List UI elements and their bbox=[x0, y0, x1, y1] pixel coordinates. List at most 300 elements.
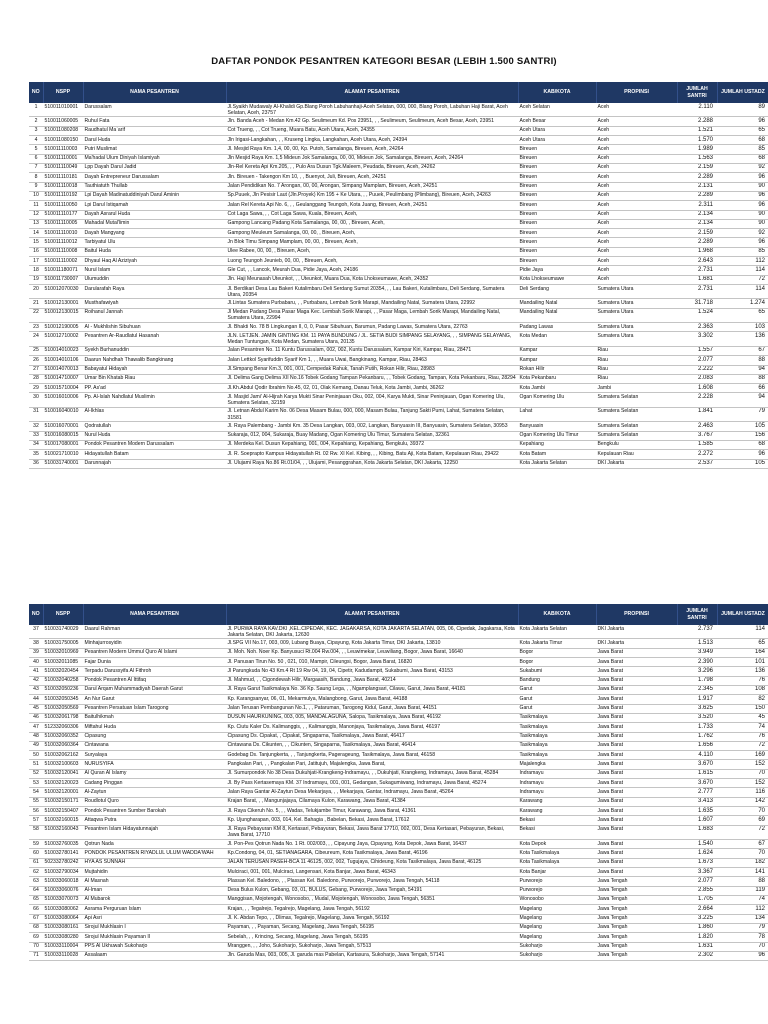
row-jumlah-ustadz: 136 bbox=[717, 332, 768, 346]
table-row bbox=[29, 685, 768, 694]
row-jumlah-santri: 3.225 bbox=[677, 914, 717, 923]
table-row bbox=[29, 422, 768, 431]
row-prov: Aceh bbox=[596, 238, 677, 247]
row-nspp: 510033080064 bbox=[43, 914, 83, 923]
row-nama: Fajar Dunia bbox=[83, 658, 226, 667]
row-alamat: Jl. K. Abdan Tepo, , , Dlimas, Tegalrejo, Magelang, Jawa Tengah, 56192 bbox=[226, 914, 518, 923]
row-alamat: Jln Irigasi-Langkahan, , , Kruseng Lingka, Langkahan, Aceh Utara, Aceh, 24394 bbox=[226, 136, 518, 145]
row-alamat: JLN. LETJEN. JAMIN GINTING KM. 11 PAYA BUNDUNG / JL. SETIA BUDI SIMPANG SELAYANG, , , SIMPANG SELAYANG, Medan Tuntungan, Kota Medan, Sumatera Utara, 20135 bbox=[226, 332, 518, 346]
header-nspp: NSPP bbox=[43, 82, 83, 103]
row-prov: Aceh bbox=[596, 126, 677, 135]
row-nspp: 510011080208 bbox=[43, 126, 83, 135]
table-row bbox=[29, 275, 768, 284]
table-row bbox=[29, 951, 768, 960]
row-nspp: 510033080062 bbox=[43, 905, 83, 914]
row-alamat: Jln. Banda Aceh - Medan Km.42 Gp. Seulimeum Kd. Pos 23951, , , Seulimeum, Seulimeum, Aceh Besar, Aceh, 23951 bbox=[226, 117, 518, 126]
row-alamat: Cipasung Ds. Cipakat, , Cipakat, Singaparna, Tasikmalaya, Jawa Barat, 46417 bbox=[226, 732, 518, 741]
row-kab: Tasikmalaya bbox=[518, 723, 596, 732]
row-nspp: 510015710004 bbox=[43, 384, 83, 393]
row-alamat: Sukaraja, 012, 004, Sukaraja, Buay Madang, Ogan Komering Ulu Timur, Sumatera Selatan, 32361 bbox=[226, 431, 518, 440]
row-prov: Jawa Barat bbox=[596, 732, 677, 741]
table-row bbox=[29, 285, 768, 299]
row-kab: Bogor bbox=[518, 658, 596, 667]
row-jumlah-ustadz: 68 bbox=[717, 136, 768, 145]
row-no: 21 bbox=[29, 299, 43, 308]
row-prov: Sumatera Selatan bbox=[596, 422, 677, 431]
row-kab: Bireuen bbox=[518, 238, 596, 247]
row-nama: Lpp Dayah Darul Jadid bbox=[83, 163, 226, 172]
row-prov: Aceh bbox=[596, 257, 677, 266]
row-kab: Deli Serdang bbox=[518, 285, 596, 299]
row-alamat: Pangkalan Pari, , , Pangkalan Pari, Jatitujuh, Majalengka, Jawa Barat, bbox=[226, 760, 518, 769]
row-alamat: Jalan Raya Gantar Al-Zaytun Desa Mekarjaya, , , Mekarjaya, Gantar, Indramayu, Jawa Barat, 45264 bbox=[226, 788, 518, 797]
row-no: 23 bbox=[29, 323, 43, 332]
row-jumlah-ustadz: 101 bbox=[717, 658, 768, 667]
row-prov: Jawa Barat bbox=[596, 713, 677, 722]
row-alamat: Jl Medan Padang Desa Pasar Maga Kec. Lembah Sorik Marapi, , , Pasar Maga, Lembah Sorik Marapi, Mandailing Natal, Sumatera Utara, 22994 bbox=[226, 308, 518, 322]
row-kab: Karawang bbox=[518, 807, 596, 816]
row-nama: Sirojul Mukhlasin I bbox=[83, 923, 226, 932]
row-no: 7 bbox=[29, 163, 43, 172]
row-kab: Aceh Utara bbox=[518, 136, 596, 145]
row-nama: Al-Ikhlas bbox=[83, 407, 226, 421]
row-nspp: 510012710002 bbox=[43, 332, 83, 346]
row-nama: Dhyaul Haq Al Aziziyah bbox=[83, 257, 226, 266]
row-prov: Sumatera Utara bbox=[596, 332, 677, 346]
row-prov: Jawa Barat bbox=[596, 667, 677, 676]
row-jumlah-ustadz: 70 bbox=[717, 807, 768, 816]
row-no: 1 bbox=[29, 103, 43, 117]
row-alamat: Jl. Raya Garut Tasikmalaya No. 36 Kp. Saung Lega, , , Ngamplangsari, Cilawu, Garut, Jawa Barat, 44181 bbox=[226, 685, 518, 694]
row-prov: Jawa Barat bbox=[596, 723, 677, 732]
row-jumlah-ustadz: 70 bbox=[717, 769, 768, 778]
row-prov: Jawa Barat bbox=[596, 685, 677, 694]
table-row bbox=[29, 308, 768, 322]
row-no: 22 bbox=[29, 308, 43, 322]
row-jumlah-ustadz: 96 bbox=[717, 201, 768, 210]
row-jumlah-santri: 3.625 bbox=[677, 704, 717, 713]
row-nama: Al Mubarok bbox=[83, 895, 226, 904]
row-jumlah-santri: 2.131 bbox=[677, 182, 717, 191]
row-jumlah-ustadz: 85 bbox=[717, 247, 768, 256]
row-jumlah-ustadz: 68 bbox=[717, 440, 768, 449]
table-row bbox=[29, 648, 768, 657]
table-row bbox=[29, 695, 768, 704]
row-jumlah-ustadz: 134 bbox=[717, 914, 768, 923]
row-alamat: JALAN TERUSAN PASEH-BCA 11 46125, 002, 002, Tugujaya, Cihideung, Kota Tasikmalaya, Jawa Barat, 46125 bbox=[226, 858, 518, 867]
row-nama: Pesantren Modern Ummul Quro Al Islami bbox=[83, 648, 226, 657]
row-alamat: Jl. Raya Pebayuran KM 8, Kertasari, Pebayuran, Bekasi, Jawa Barat 17710, 002, 001, Desa Kertasari, Pebayuran, Bekasi, Jawa Barat, 17710 bbox=[226, 825, 518, 839]
row-no: 41 bbox=[29, 667, 43, 676]
row-jumlah-santri: 1.917 bbox=[677, 695, 717, 704]
row-nama: Tauthiatuth Thullab bbox=[83, 182, 226, 191]
table-header-row bbox=[29, 604, 768, 625]
row-alamat: Jln Mesjid Raya Km. 1,5 Mideun Jok Samalanga, 00, 00, Mideun Jok, Samalanga, Bireuen, Aceh, 24264 bbox=[226, 154, 518, 163]
table-row bbox=[29, 886, 768, 895]
row-no: 63 bbox=[29, 877, 43, 886]
row-no: 43 bbox=[29, 685, 43, 694]
row-jumlah-ustadz: 72 bbox=[717, 275, 768, 284]
row-jumlah-ustadz: 119 bbox=[717, 886, 768, 895]
row-jumlah-ustadz: 69 bbox=[717, 816, 768, 825]
row-alamat: Jln. Bireuen - Takengon Km 10, , , Buenyot, Juli, Bireuen, Aceh, 24251 bbox=[226, 173, 518, 182]
row-prov: Jawa Barat bbox=[596, 840, 677, 849]
row-kab: Bogor bbox=[518, 648, 596, 657]
row-alamat: Gampong Lancang Padang Kota Samalanga, 00, 00, , Bireuen, Aceh, bbox=[226, 219, 518, 228]
row-prov: Aceh bbox=[596, 210, 677, 219]
row-kab: Kota Jambi bbox=[518, 384, 596, 393]
row-alamat: Krajan Barat, , , Mangunjajaya, Cilamaya Kulon, Karawang, Jawa Barat, 41384 bbox=[226, 797, 518, 806]
table-row bbox=[29, 247, 768, 256]
row-kab: Bireuen bbox=[518, 201, 596, 210]
row-nama: Syekh Burhanuddin bbox=[83, 346, 226, 355]
row-kab: Bandung bbox=[518, 676, 596, 685]
row-no: 50 bbox=[29, 751, 43, 760]
row-no: 3 bbox=[29, 126, 43, 135]
row-kab: Bireuen bbox=[518, 210, 596, 219]
row-kab: Tasikmalaya bbox=[518, 741, 596, 750]
row-prov: Sumatera Utara bbox=[596, 323, 677, 332]
row-nspp: 510032160015 bbox=[43, 816, 83, 825]
row-jumlah-ustadz: 96 bbox=[717, 117, 768, 126]
row-prov: Jawa Barat bbox=[596, 807, 677, 816]
row-nspp: 510012190005 bbox=[43, 323, 83, 332]
row-prov: Jawa Tengah bbox=[596, 877, 677, 886]
row-no: 13 bbox=[29, 219, 43, 228]
row-nspp: 510032780141 bbox=[43, 849, 83, 858]
row-jumlah-ustadz: 169 bbox=[717, 751, 768, 760]
row-jumlah-ustadz: 114 bbox=[717, 625, 768, 639]
row-kab: Kepahiang bbox=[518, 440, 596, 449]
row-kab: Ogan Komering Ulu bbox=[518, 393, 596, 407]
row-jumlah-ustadz: 1.274 bbox=[717, 299, 768, 308]
row-nama: Ulumuddin bbox=[83, 275, 226, 284]
row-nama: Roudlotul Quro bbox=[83, 797, 226, 806]
row-jumlah-santri: 1.513 bbox=[677, 639, 717, 648]
row-jumlah-ustadz: 88 bbox=[717, 877, 768, 886]
row-alamat: Krajan, , , Tegalrejo, Tegalrejo, Magelang, Jawa Tengah, 56192 bbox=[226, 905, 518, 914]
row-prov: Sumatera Selatan bbox=[596, 393, 677, 407]
row-jumlah-santri: 2.159 bbox=[677, 229, 717, 238]
header-jumlah-santri: JUMLAH SANTRI bbox=[677, 604, 717, 625]
row-alamat: Godebag Ds. Tanjungkerta, , , Tanjungkerta, Pagerageung, Tasikmalaya, Jawa Barat, 46158 bbox=[226, 751, 518, 760]
row-prov: Sumatera Selatan bbox=[596, 431, 677, 440]
table-row bbox=[29, 191, 768, 200]
row-prov: Riau bbox=[596, 356, 677, 365]
row-no: 51 bbox=[29, 760, 43, 769]
row-jumlah-ustadz: 79 bbox=[717, 923, 768, 932]
row-kab: Sukoharjo bbox=[518, 951, 596, 960]
row-nspp: 510012130001 bbox=[43, 299, 83, 308]
row-jumlah-ustadz: 156 bbox=[717, 431, 768, 440]
row-alamat: Mranggen, , , Joho, Sukoharjo, Sukoharjo, Jawa Tengah, 57513 bbox=[226, 942, 518, 951]
table-row bbox=[29, 868, 768, 877]
row-nama: Hidayatullah Batam bbox=[83, 450, 226, 459]
row-alamat: Jalan Lettkol Syarifuddin Syarif Km 1, , , Muara Uwai, Bangkinang, Kampar, Riau, 28463 bbox=[226, 356, 518, 365]
row-prov: Jawa Tengah bbox=[596, 886, 677, 895]
row-jumlah-santri: 2.272 bbox=[677, 450, 717, 459]
row-alamat: Jn Blok Timu Simpang Mamplam, 00, 00, , Bireuen, Aceh, bbox=[226, 238, 518, 247]
row-no: 34 bbox=[29, 440, 43, 449]
row-nama: Babayatul Hidayah bbox=[83, 365, 226, 374]
header-no: NO bbox=[29, 82, 43, 103]
row-kab: Kota Medan bbox=[518, 332, 596, 346]
row-nama: Lpi Darul Istiqamah bbox=[83, 201, 226, 210]
row-nspp: 510011110012 bbox=[43, 238, 83, 247]
row-jumlah-ustadz: 96 bbox=[717, 951, 768, 960]
row-alamat: Jl. Mahmud, , , Cigondewah Hilir, Margaasih, Bandung, Jawa Barat, 40214 bbox=[226, 676, 518, 685]
table-row bbox=[29, 625, 768, 639]
row-nspp: 510011110008 bbox=[43, 247, 83, 256]
row-jumlah-santri: 1.673 bbox=[677, 858, 717, 867]
row-no: 37 bbox=[29, 625, 43, 639]
row-nama: Attaqwa Putra bbox=[83, 816, 226, 825]
table-row bbox=[29, 849, 768, 858]
row-kab: Pidie Jaya bbox=[518, 266, 596, 275]
row-prov: Aceh bbox=[596, 182, 677, 191]
row-kab: Kota Lhokseumawe bbox=[518, 275, 596, 284]
row-no: 47 bbox=[29, 723, 43, 732]
row-alamat: Luong Teungoh Jeunieb, 00, 00, , Bireuen, Aceh, bbox=[226, 257, 518, 266]
row-prov: Jawa Tengah bbox=[596, 905, 677, 914]
row-jumlah-santri: 1.681 bbox=[677, 275, 717, 284]
row-nspp: 512332060306 bbox=[43, 723, 83, 732]
row-no: 48 bbox=[29, 732, 43, 741]
row-alamat: Sebelah, , , Krincing, Secang, Magelang, Jawa Tengah, 56195 bbox=[226, 933, 518, 942]
row-jumlah-santri: 2.083 bbox=[677, 374, 717, 383]
row-nspp: 510011180071 bbox=[43, 266, 83, 275]
header-jumlah-ustadz: JUMLAH USTADZ bbox=[717, 82, 768, 103]
row-nspp: 510032010969 bbox=[43, 648, 83, 657]
row-nama: Raudhatul Ma`arif bbox=[83, 126, 226, 135]
header-nama: NAMA PESANTREN bbox=[83, 604, 226, 625]
row-jumlah-santri: 3.367 bbox=[677, 868, 717, 877]
row-nspp: 510016070001 bbox=[43, 422, 83, 431]
table-row bbox=[29, 816, 768, 825]
row-no: 14 bbox=[29, 229, 43, 238]
row-alamat: Jl. Raya Cikeruh No. 5, , , Wadas, Telukjambe Timur, Karawang, Jawa Barat, 41361 bbox=[226, 807, 518, 816]
row-jumlah-ustadz: 136 bbox=[717, 667, 768, 676]
row-nama: Mahadal Mutal'limin bbox=[83, 219, 226, 228]
row-kab: Bireuen bbox=[518, 163, 596, 172]
row-nama: Tarbiyatul Ulu bbox=[83, 238, 226, 247]
row-jumlah-santri: 2.311 bbox=[677, 201, 717, 210]
row-nama: Darul Huda bbox=[83, 136, 226, 145]
row-no: 36 bbox=[29, 459, 43, 468]
row-nspp: 510014010023 bbox=[43, 346, 83, 355]
row-alamat: Ulee Rabee, 00, 00, , Bireuen, Aceh, bbox=[226, 247, 518, 256]
row-no: 57 bbox=[29, 816, 43, 825]
row-prov: Jawa Tengah bbox=[596, 933, 677, 942]
table-row bbox=[29, 154, 768, 163]
row-jumlah-santri: 2.228 bbox=[677, 393, 717, 407]
row-jumlah-santri: 2.077 bbox=[677, 356, 717, 365]
row-jumlah-santri: 1.585 bbox=[677, 440, 717, 449]
header-nama: NAMA PESANTREN bbox=[83, 82, 226, 103]
row-alamat: Jl.Syaikh Mudawaly Al-Khalidi Gp.Blang Poroh Labuhanhaji-Aceh Selatan, 000, 000, Blang Poroh, Labuhan Haji Barat, Aceh Selatan, Aceh, 23757 bbox=[226, 103, 518, 117]
row-jumlah-santri: 1.762 bbox=[677, 732, 717, 741]
row-prov: Jawa Tengah bbox=[596, 914, 677, 923]
row-prov: Jawa Barat bbox=[596, 658, 677, 667]
row-prov: Aceh bbox=[596, 117, 677, 126]
row-no: 52 bbox=[29, 769, 43, 778]
row-alamat: DUSUN HAURKUNING, 003, 005, MANDALAGUNA, Salopa, Tasikmalaya, Jawa Barat, 46192 bbox=[226, 713, 518, 722]
table-row bbox=[29, 182, 768, 191]
row-jumlah-ustadz: 141 bbox=[717, 868, 768, 877]
row-nspp: 510011730007 bbox=[43, 275, 83, 284]
header-alamat: ALAMAT PESANTREN bbox=[226, 604, 518, 625]
row-jumlah-ustadz: 65 bbox=[717, 308, 768, 322]
table-row bbox=[29, 393, 768, 407]
row-nspp: 510012130015 bbox=[43, 308, 83, 322]
row-alamat: Jl. Raya Palembang - Jambi Km. 35 Desa Langkan, 003, 002, Langkan, Banyuasin III, Banyuasin, Sumatera Selatan, 30953 bbox=[226, 422, 518, 431]
row-kab: Karawang bbox=[518, 797, 596, 806]
row-nama: Lpi Dayah Madinatuddiniyah Darul Aminin bbox=[83, 191, 226, 200]
row-no: 11 bbox=[29, 201, 43, 210]
document-page-2 bbox=[0, 560, 768, 1024]
table-row bbox=[29, 407, 768, 421]
row-alamat: Jl Parungkuda No 43 Km.4 Rt 19 Rw 04, 19, 04, Cipetir, Kadudampit, Sukabumi, Jawa Barat, 43153 bbox=[226, 667, 518, 676]
row-no: 66 bbox=[29, 905, 43, 914]
table-row bbox=[29, 779, 768, 788]
row-kab: Ogan Komering Ulu Timur bbox=[518, 431, 596, 440]
row-jumlah-ustadz: 96 bbox=[717, 191, 768, 200]
table-row bbox=[29, 933, 768, 942]
row-no: 67 bbox=[29, 914, 43, 923]
row-alamat: Jl. By Pass Kertasemaya KM. 37 Indramayu, 001, 001, Gedangan, Sukagumiwang, Indramayu, Jawa Barat, 45274 bbox=[226, 779, 518, 788]
row-jumlah-santri: 1.733 bbox=[677, 723, 717, 732]
row-nspp: 510032760035 bbox=[43, 840, 83, 849]
row-nspp: 510032050345 bbox=[43, 695, 83, 704]
row-prov: Jawa Barat bbox=[596, 868, 677, 877]
row-prov: Jawa Barat bbox=[596, 849, 677, 858]
row-kab: Bekasi bbox=[518, 816, 596, 825]
table-row bbox=[29, 201, 768, 210]
row-jumlah-santri: 2.134 bbox=[677, 210, 717, 219]
row-nspp: 510011010001 bbox=[43, 103, 83, 117]
row-nama: Cadang Pinggan bbox=[83, 779, 226, 788]
row-jumlah-ustadz: 74 bbox=[717, 895, 768, 904]
row-prov: Aceh bbox=[596, 136, 677, 145]
row-nama: Dayah Mangyang bbox=[83, 229, 226, 238]
row-prov: DKI Jakarta bbox=[596, 459, 677, 468]
header-kab: KAB/KOTA bbox=[518, 82, 596, 103]
row-prov: Aceh bbox=[596, 103, 677, 117]
row-no: 44 bbox=[29, 695, 43, 704]
table-row bbox=[29, 914, 768, 923]
row-nspp: 510012070030 bbox=[43, 285, 83, 299]
table-row bbox=[29, 807, 768, 816]
row-alamat: Kp.Condong, 04, 01, SETIANAGARA, Cibeureum, Kota Tasikmalaya, Jawa Barat, 46196 bbox=[226, 849, 518, 858]
row-jumlah-ustadz: 112 bbox=[717, 257, 768, 266]
row-prov: Aceh bbox=[596, 247, 677, 256]
row-jumlah-santri: 1.989 bbox=[677, 145, 717, 154]
row-nspp: 510031740001 bbox=[43, 459, 83, 468]
row-jumlah-santri: 1.798 bbox=[677, 676, 717, 685]
row-nama: Daarul Rahman bbox=[83, 625, 226, 639]
row-kab: Kota Banjar bbox=[518, 868, 596, 877]
row-no: 70 bbox=[29, 942, 43, 951]
row-alamat: Jl. PURWA RAYA KAV.DKI ,KEL.CIPEDAK, KEC. JAGAKARSA, KOTA JAKARTA SELATAN, 005, 06, Cipedak, Jagakarsa, Kota Jakarta Selatan, DKI Jakarta, 12630 bbox=[226, 625, 518, 639]
row-no: 5 bbox=[29, 145, 43, 154]
row-jumlah-ustadz: 76 bbox=[717, 676, 768, 685]
row-no: 24 bbox=[29, 332, 43, 346]
row-nspp: 510031740029 bbox=[43, 625, 83, 639]
table-row bbox=[29, 704, 768, 713]
table-row bbox=[29, 840, 768, 849]
table-row bbox=[29, 732, 768, 741]
row-nama: Minhajurrosyidin bbox=[83, 639, 226, 648]
row-no: 65 bbox=[29, 895, 43, 904]
row-prov: Jawa Tengah bbox=[596, 942, 677, 951]
row-jumlah-santri: 2.134 bbox=[677, 219, 717, 228]
row-nspp: 510033080280 bbox=[43, 933, 83, 942]
row-alamat: Jl. Masjid Jami' Al-Hijrah Karya Mukti Sinar Peninjauan Oku, 002, 004, Karya Mukti, Sinar Peninjauan, Ogan Komering Ulu, Sumatera Selatan, 32159 bbox=[226, 393, 518, 407]
row-no: 68 bbox=[29, 923, 43, 932]
row-jumlah-ustadz: 66 bbox=[717, 384, 768, 393]
row-jumlah-ustadz: 88 bbox=[717, 356, 768, 365]
row-kab: Bireuen bbox=[518, 154, 596, 163]
row-no: 8 bbox=[29, 173, 43, 182]
row-no: 42 bbox=[29, 676, 43, 685]
table-row bbox=[29, 658, 768, 667]
row-prov: Aceh bbox=[596, 173, 677, 182]
row-no: 2 bbox=[29, 117, 43, 126]
row-no: 71 bbox=[29, 951, 43, 960]
row-jumlah-santri: 3.670 bbox=[677, 760, 717, 769]
row-nama: Musthafawiyah bbox=[83, 299, 226, 308]
row-nama: Darunnajah bbox=[83, 459, 226, 468]
row-nspp: 510033070073 bbox=[43, 895, 83, 904]
row-kab: Kota Tasikmalaya bbox=[518, 858, 596, 867]
row-kab: Bireuen bbox=[518, 182, 596, 191]
row-nama: PPS Al Ukhuwah Sukoharjo bbox=[83, 942, 226, 951]
row-jumlah-ustadz: 85 bbox=[717, 145, 768, 154]
row-kab: Mandailing Natal bbox=[518, 299, 596, 308]
row-no: 16 bbox=[29, 247, 43, 256]
row-jumlah-santri: 2.222 bbox=[677, 365, 717, 374]
row-jumlah-ustadz: 94 bbox=[717, 393, 768, 407]
row-no: 62 bbox=[29, 868, 43, 877]
table-row bbox=[29, 384, 768, 393]
table-row bbox=[29, 210, 768, 219]
row-jumlah-santri: 2.288 bbox=[677, 117, 717, 126]
row-nama: Suryalaya bbox=[83, 751, 226, 760]
table-row bbox=[29, 751, 768, 760]
row-kab: Magelang bbox=[518, 905, 596, 914]
row-nspp: 510011110192 bbox=[43, 191, 83, 200]
row-nspp: 510032011085 bbox=[43, 658, 83, 667]
row-prov: Jawa Barat bbox=[596, 741, 677, 750]
row-kab: Kota Jakarta Selatan bbox=[518, 459, 596, 468]
row-nama: Miftahul Huda bbox=[83, 723, 226, 732]
row-kab: Kota Pekanbaru bbox=[518, 374, 596, 383]
row-jumlah-ustadz: 105 bbox=[717, 422, 768, 431]
row-nspp: 510032050569 bbox=[43, 704, 83, 713]
row-prov: Aceh bbox=[596, 163, 677, 172]
table-row bbox=[29, 769, 768, 778]
table-row bbox=[29, 145, 768, 154]
row-alamat: Kp. Karangsanyar, 06, 01, Mekarmulya, Malangbong, Garut, Jawa Barat, 44188 bbox=[226, 695, 518, 704]
row-jumlah-santri: 3.302 bbox=[677, 332, 717, 346]
row-alamat: Jl. Ulujami Raya No.86 Rt.01/04, , , Ulujami, Pesanggrahan, Kota Jakarta Selatan, DKI Jakarta, 12250 bbox=[226, 459, 518, 468]
row-prov: Sumatera Utara bbox=[596, 299, 677, 308]
table-row bbox=[29, 374, 768, 383]
row-jumlah-santri: 3.767 bbox=[677, 431, 717, 440]
row-prov: Riau bbox=[596, 346, 677, 355]
row-jumlah-santri: 31.718 bbox=[677, 299, 717, 308]
row-nspp: 510011080150 bbox=[43, 136, 83, 145]
